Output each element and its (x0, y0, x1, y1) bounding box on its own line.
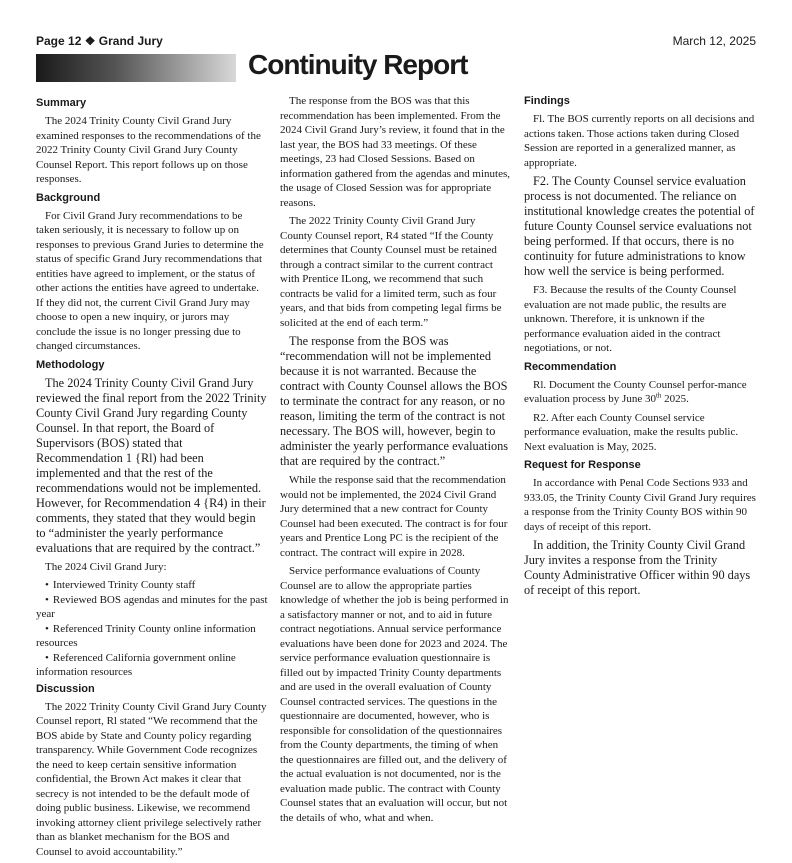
column-1 (36, 94, 268, 863)
list-item: • Interviewed Trinity County staff (36, 578, 268, 593)
discussion-paragraph-1: The 2022 Trinity County Civil Grand Jury County Counsel report, Rl stated “We recommend that the BOS abide by State and County policy regarding transparency. While Government Code recognizes the need to keep certain sensitive information confidential, the Brown Act makes it clear that secrecy is not intended to be the default mode of doing public business. Likewise, we recommend invoking attorney client privilege selectively rather than as blanket mechanism for the BOS and Counsel to avoid accountability.” (36, 700, 267, 858)
finding-1: Fl. The BOS currently reports on all decisions and actions taken. Those actions taken during Closed Session are reported in a generalized manner, as appropriate. (524, 113, 755, 169)
page-title: Continuity Report (248, 49, 468, 80)
recommendation-2: R2. After each County Counsel service performance evaluation, make the results public. Next evaluation is May, 2025. (524, 411, 739, 453)
list-item: • Referenced Trinity County online information resources (36, 622, 268, 651)
summary-paragraph: The 2024 Trinity County Civil Grand Jury examined responses to the recommendations of the 2022 Trinity County Civil Grand Jury County Counsel Report. This report follows up on those responses. (36, 115, 261, 185)
summary-heading: Summary (36, 97, 87, 109)
gradient-title-bar (36, 54, 236, 82)
methodology-heading: Methodology (36, 358, 105, 371)
list-item: • Referenced California government online information resources (36, 651, 268, 680)
request-heading: Request for Response (524, 459, 641, 471)
finding-3: F3. Because the results of the County Counsel evaluation are not made public, the results are unknown. Therefore, it is unknown if the performance evaluation aided in the contract negotiations, or not. (524, 284, 737, 354)
discussion-heading: Discussion (36, 682, 95, 695)
page-label: Page 12 ❖ Grand Jury (36, 34, 163, 48)
discussion-paragraph-3: The 2022 Trinity County Civil Grand Jury County Counsel report, R4 stated “If the County determines that County Counsel must be retained through a contract similar to the current contract with Prentice ILong, we recommend that such contracts be valid for a limited term, such as four years, and that bids from competing legal firms be solicited at the end of each term.” (280, 215, 502, 329)
background-paragraph: For Civil Grand Jury recommendations to be taken seriously, it is necessary to follow up on responses to previous Grand Juries to determine the status of specific Grand Jury recommendations that entities have agreed to implement, or the status of other actions the entities have agreed to undertake. If they did not, the current Civil Grand Jury may choose to open a new inquiry, or jurors may conclude the issue is no longer pressing due to changed circumstances. (36, 209, 264, 352)
finding-2: F2. The County Counsel service evaluation process is not documented. The reliance on institutional knowledge creates the potential of future County Counsel service evaluations not being performed. If that occurs, there is no continuity for future administrations to know how well the service is being performed. (524, 174, 755, 278)
request-paragraph-2: In addition, the Trinity County Civil Grand Jury invites a response from the Trinity County Administrative Officer within 90 days of receipt of this report. (524, 538, 751, 597)
methodology-list (36, 578, 268, 680)
discussion-paragraph-4: The response from the BOS was “recommendation will not be implemented because it is not warranted. Because the contract with County Counsel allows the BOS to terminate the contract for any reason, or no reason, limiting the term of the contract is not necessary. The BOS will, however, begin to administer the yearly performance evaluations that are required by the contract.” (280, 334, 509, 468)
column-2 (280, 94, 510, 829)
findings-heading: Findings (524, 95, 570, 107)
request-paragraph-1: In accordance with Penal Code Sections 933 and 933.05, the Trinity County Civil Grand Jury requires a response from the Trinity County BOS within 90 days of receipt of this report. (524, 477, 756, 533)
recommendation-heading: Recommendation (524, 360, 617, 373)
discussion-paragraph-5: While the response said that the recommendation would not be implemented, the 2024 Civil Grand Jury determined that a new contract for County Counsel had been executed. The contract is for four years and Prentice Long PC is the recipient of the contract. The contract will expire in 2028. (280, 474, 508, 559)
list-item: • Reviewed BOS agendas and minutes for the past year (36, 593, 268, 622)
recommendation-1: Rl. Document the County Counsel perfor-mance evaluation process by June 30th 2025. (524, 378, 747, 405)
methodology-list-intro: The 2024 Civil Grand Jury: (45, 560, 167, 573)
background-heading: Background (36, 191, 101, 204)
methodology-paragraph: The 2024 Trinity County Civil Grand Jury reviewed the final report from the 2022 Trinity County Civil Grand Jury regarding County Counsel. In that report, the Board of Supervisors (BOS) stated that Recommendation 1 {Rl) had been implemented and that the rest of the recommendations would not be implemented. However, for Recommendation 4 {R4) in their comments, they stated that they would begin to “administer the yearly performance evaluations that are required by the contract.” (36, 375, 267, 555)
issue-date: March 12, 2025 (672, 34, 756, 48)
discussion-paragraph-6: Service performance evaluations of County Counsel are to allow the appropriate parties knowledge of whether the job is being performed in a satisfactory manner or not, and to aid in future contract negotiations. Annual service performance evaluations have been done for 2023 and 2024. The service performance evaluation questionnaire is filled out by impacted Trinity County departments and are used in the overall evaluation of County Counsel contracted services. The questions in the questionnaire are documented, however, who is responsible for consolidation of the questionnaires from the County departments, the timing of when the questionnaires are filled out, and the delivery of the actual evaluation is not documented, nor is the evaluation made public. The contract with County Counsel states that an evaluation will occur, but not the details of who, what and when. (280, 565, 509, 824)
discussion-paragraph-2: The response from the BOS was that this recommendation has been implemented. From the 2024 Civil Grand Jury’s review, it found that in the last year, the BOS had 33 meetings. Of these meetings, 23 had Closed Sessions. Based on information gathered from the agendas and minutes, the usage of Closed Session was for appropriate reasons. (280, 95, 511, 209)
column-3 (524, 94, 756, 602)
